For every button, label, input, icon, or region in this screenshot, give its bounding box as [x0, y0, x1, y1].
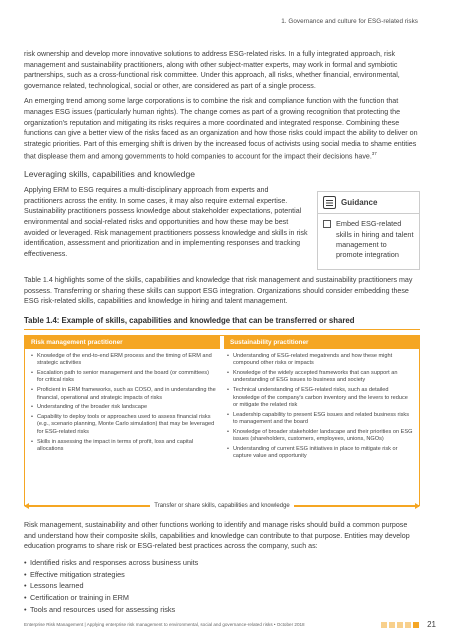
- list-item: • Certification or training in ERM: [24, 592, 420, 604]
- transfer-arrow-row: [25, 503, 419, 509]
- table-columns: [25, 349, 419, 463]
- paragraph-multidisciplinary: Applying ERM to ESG requires a multi-disciplinary approach from experts and practitioners across the entity. In some cases, it may also require external expertise. Sustainability practitioners possess knowledge about stakeholder expectations, potential environmental and social-related risks and opportunities and how these may be best avoided or leveraged. Risk management practitioners possess knowledge and skills in risk identification, assessment and prioritization and in implementing responses and tracking effectiveness.: [24, 186, 308, 258]
- footer-dot: [405, 622, 411, 628]
- footer-progress-dots: [381, 622, 419, 628]
- list-item: • Knowledge of broader stakeholder landscape and their priorities on ESG issues (shareholders, customers, employees, unions, NGOs): [227, 429, 413, 444]
- list-item: • Proficient in ERM frameworks, such as COSO, and in understanding the financial, operational and strategic impacts of risks: [31, 387, 217, 402]
- list-item: • Effective mitigation strategies: [24, 569, 420, 581]
- transfer-label: Transfer or share skills, capabilities and knowledge: [150, 503, 294, 509]
- list-item: • Understanding of ESG-related megatrends and how these might compound other risks or impacts: [227, 353, 413, 368]
- risk-column: [31, 353, 217, 463]
- guidance-item: [323, 219, 414, 260]
- paragraph-integrated-approach: risk ownership and develop more innovative solutions to address ESG-related risks. In a fully integrated approach, risk management and sustainability practitioners, along with other subject-matter experts, may work in formal and symbiotic partnerships, such as a cross-functional risk committee. Under this approach, all risks, whether financial, environmental, governance related, technological, social or other, are considered as part of a single process.: [24, 50, 400, 90]
- list-item: • Escalation path to senior management and the board (or committees) for critical risks: [31, 370, 217, 385]
- footer-dot: [397, 622, 403, 628]
- education-section: [24, 520, 420, 616]
- column-header-sustainability: Sustainability practitioner: [224, 336, 419, 349]
- guidance-header: [323, 196, 414, 209]
- sustainability-skills-list: [227, 353, 413, 460]
- education-list: [24, 557, 420, 616]
- page-content: [24, 49, 420, 616]
- paragraph-emerging-trend-text: An emerging trend among some large corporations is to combine the risk and compliance function with the function that manages ESG issues (particularly human rights). The change comes as part of a growing recognition that protecting the organization's reputation and mitigating its risks requires a more coordinated and integrated response. Combining these functions can give a better view of the risks faced as an organization and how those risks could impact the ability to deliver on strategic priorities. Part of this emerging shift is driven by the increased focus of activists using social media to shame entities that displease them and among governments to hold companies to account for the impact their decisions have.: [24, 97, 418, 161]
- guidance-divider: [318, 213, 419, 214]
- list-item: • Knowledge of the widely accepted frameworks that can support an understanding of ESG issues to business and society: [227, 370, 413, 385]
- risk-skills-list: [31, 353, 217, 453]
- page-footer: [24, 620, 436, 629]
- footer-dot-active: [413, 622, 419, 628]
- list-item: • Understanding of current ESG initiatives in place to mitigate risk or capture value and opportunity: [227, 446, 413, 461]
- list-item: • Technical understanding of ESG-related risks, such as detailed knowledge of the company's carbon inventory and the levers to reduce or mitigate the related risk: [227, 387, 413, 409]
- list-item: • Skills in assessing the impact in terms of profit, loss and capital allocations: [31, 439, 217, 454]
- guidance-box: [317, 191, 420, 270]
- guidance-list-icon: [323, 196, 336, 209]
- skills-table: [24, 335, 420, 510]
- footer-dot: [389, 622, 395, 628]
- footnote-ref[interactable]: 37: [371, 151, 377, 157]
- paragraph-emerging-trend: [24, 96, 420, 162]
- list-item: • Leadership capability to present ESG issues and related business risks to management and the board: [227, 412, 413, 427]
- arrow-left-icon: [25, 506, 150, 507]
- guidance-title: Guidance: [341, 198, 378, 208]
- column-header-risk: Risk management practitioner: [25, 336, 220, 349]
- page-number: 21: [427, 620, 436, 629]
- section-heading: Leveraging skills, capabilities and knowledge: [24, 169, 196, 180]
- table-title: Table 1.4: Example of skills, capabilities and knowledge that can be transferred or shared: [24, 316, 420, 330]
- table-header-row: [25, 336, 419, 349]
- list-item: • Tools and resources used for assessing risks: [24, 604, 420, 616]
- guidance-item-text: Embed ESG-related skills in hiring and talent management to promote integration: [336, 219, 414, 259]
- running-header: 1. Governance and culture for ESG-related risks: [281, 18, 418, 25]
- erm-guidance-row: [24, 185, 420, 270]
- list-item: • Understanding of the broader risk landscape: [31, 404, 217, 411]
- arrow-right-icon: [294, 506, 419, 507]
- paragraph-common-purpose: Risk management, sustainability and other functions working to identify and manage risks should build a common purpose and understand how their composite skills, capabilities and knowledge can contribute to that purpose. Entities may develop education programs to share risk or ESG-related best practices across the company, such as:: [24, 521, 410, 551]
- list-item: • Lessons learned: [24, 580, 420, 592]
- paragraph-table-intro: Table 1.4 highlights some of the skills, capabilities and knowledge that risk management and sustainability practitioners may possess. Transferring or sharing these skills can support ESG integration. Organizations should consider embedding these ESG risk-related skills, capabilities and knowledge in hiring and talent management.: [24, 276, 413, 306]
- sustainability-column: [227, 353, 413, 463]
- list-item: • Identified risks and responses across business units: [24, 557, 420, 569]
- footer-text: Enterprise Risk Management | Applying enterprise risk management to environmental, social and governance-related risks • October 2018: [24, 622, 305, 627]
- list-item: • Knowledge of the end-to-end ERM process and the timing of ERM and strategic activities: [31, 353, 217, 368]
- list-item: • Capability to deploy tools or approaches used to assess financial risks (e.g., scenario planning, Monte Carlo simulation) that may be leveraged for ESG-related risks: [31, 414, 217, 436]
- guidance-checkbox[interactable]: [323, 220, 331, 228]
- footer-dot: [381, 622, 387, 628]
